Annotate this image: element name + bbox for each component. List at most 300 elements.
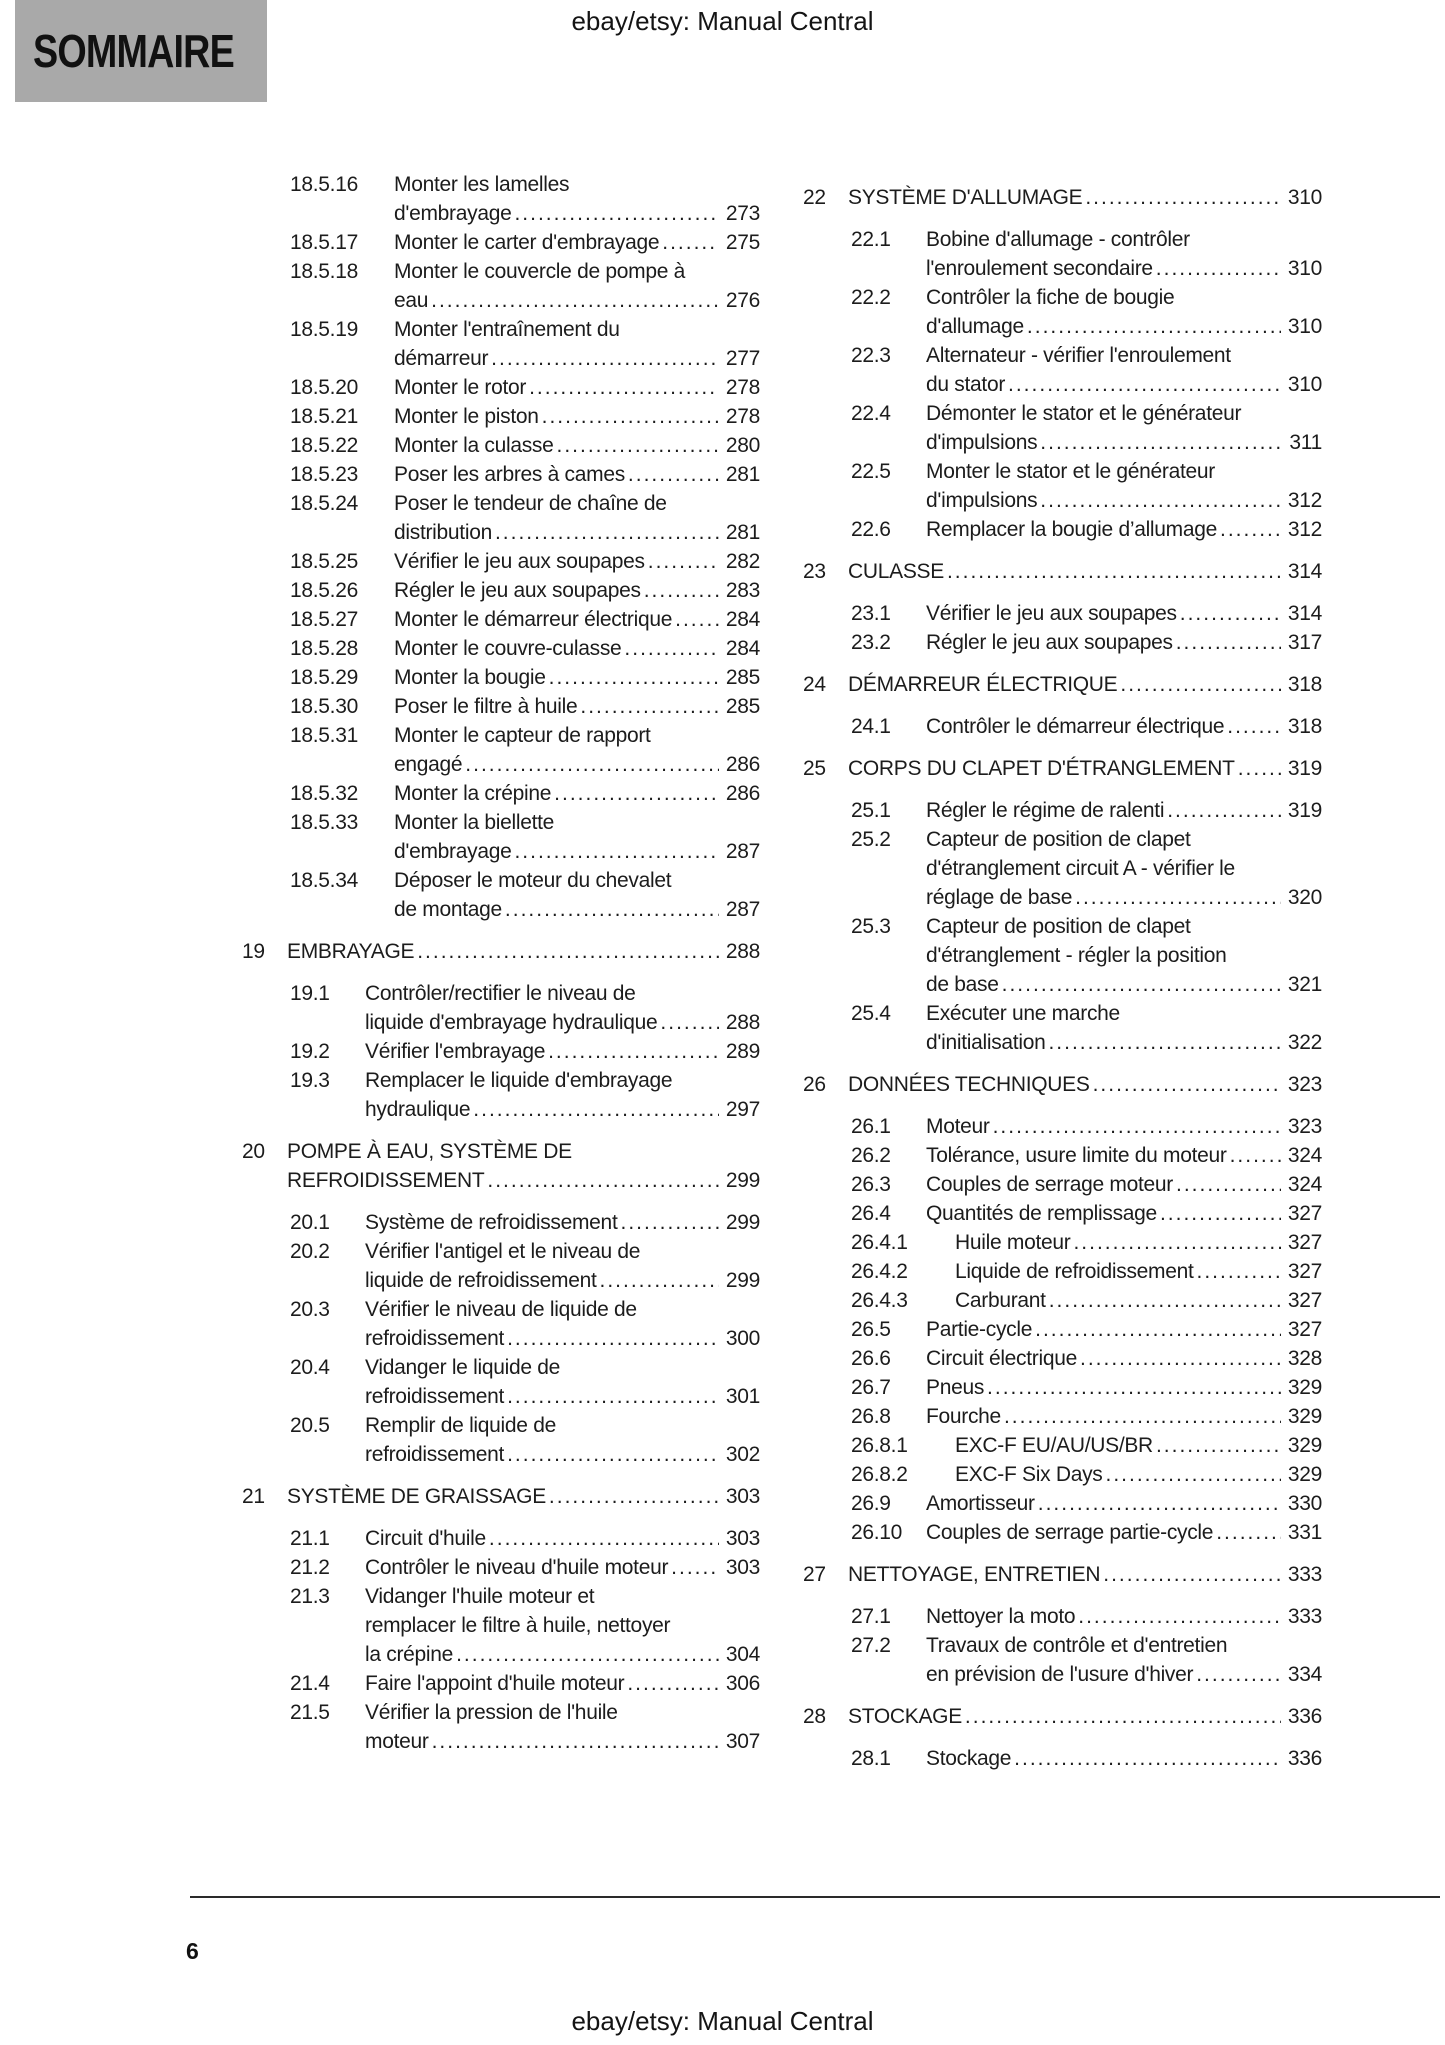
toc-page-number: 284 (725, 637, 760, 660)
toc-title-lastline (926, 1744, 1322, 1773)
footer-title: ebay/etsy: Manual Central (571, 2006, 874, 2036)
toc-title-text: du stator (926, 373, 1006, 396)
toc-entry-row (242, 779, 760, 808)
toc-page-number: 286 (725, 782, 760, 805)
toc-title-lastline (287, 1166, 760, 1195)
toc-title-line: Monter le stator et le générateur (926, 460, 1215, 483)
toc-entry-number: 21.5 (290, 1701, 330, 1724)
dot-leader (1220, 515, 1281, 544)
toc-entry-title (394, 576, 760, 605)
toc-title-text: Couples de serrage moteur (926, 1173, 1173, 1196)
toc-title-text: distribution (394, 521, 492, 544)
dot-leader (1040, 428, 1282, 457)
toc-entry-title (926, 1141, 1322, 1170)
toc-page-number: 303 (725, 1556, 760, 1579)
toc-chapter-row (803, 183, 1322, 212)
toc-entry-row (803, 825, 1322, 912)
toc-title-lastline (394, 518, 760, 547)
toc-title-lastline (848, 1070, 1322, 1099)
toc-title-text: d'embrayage (394, 202, 512, 225)
dot-leader (548, 1037, 719, 1066)
footer-divider (190, 1896, 1440, 1898)
toc-title-line: Capteur de position de clapet (926, 828, 1191, 851)
toc-title-line: Monter l'entraînement du (394, 318, 620, 341)
toc-chapter-row (242, 937, 760, 966)
toc-title-text: Régler le jeu aux soupapes (926, 631, 1173, 654)
toc-entry-number: 25.4 (851, 1002, 891, 1025)
toc-title-text: SYSTÈME D'ALLUMAGE (848, 186, 1083, 209)
toc-entry-title (848, 1070, 1322, 1099)
toc-entry-number: 18.5.17 (290, 231, 358, 254)
toc-title-text: CORPS DU CLAPET D'ÉTRANGLEMENT (848, 757, 1235, 780)
toc-entry-row (803, 628, 1322, 657)
toc-title-text: Quantités de remplissage (926, 1202, 1157, 1225)
toc-title-text: hydraulique (365, 1098, 471, 1121)
toc-title-lastline (926, 1170, 1322, 1199)
toc-entry-title (365, 1066, 760, 1124)
toc-title-lastline (394, 837, 760, 866)
dot-leader (431, 286, 719, 315)
toc-title-text: d'impulsions (926, 489, 1038, 512)
toc-entry-number: 18.5.34 (290, 869, 358, 892)
toc-title-text: Monter la crépine (394, 782, 552, 805)
dot-leader (554, 779, 719, 808)
toc-title-text: EXC-F Six Days (955, 1463, 1103, 1486)
toc-entry-number: 18.5.23 (290, 463, 358, 486)
toc-title-text: Remplacer la bougie d’allumage (926, 518, 1218, 541)
toc-title-line: Remplir de liquide de (365, 1414, 556, 1437)
toc-title-lastline (365, 1324, 760, 1353)
toc-entry-title (926, 1402, 1322, 1431)
toc-page-number: 336 (1287, 1705, 1322, 1728)
toc-entry-title (926, 628, 1322, 657)
toc-entry-number: 21.1 (290, 1527, 330, 1550)
toc-title-lastline (365, 1266, 760, 1295)
dot-leader (465, 750, 719, 779)
toc-entry-title (955, 1460, 1322, 1489)
toc-title-text: Monter le démarreur électrique (394, 608, 673, 631)
toc-page-number: 286 (725, 753, 760, 776)
toc-entry-title (926, 712, 1322, 741)
toc-title-lastline (926, 1141, 1322, 1170)
toc-page-number: 299 (725, 1269, 760, 1292)
toc-entry-number: 26.7 (851, 1376, 891, 1399)
toc-page-number: 327 (1287, 1318, 1322, 1341)
toc-entry-title (926, 515, 1322, 544)
dot-leader (987, 1373, 1281, 1402)
toc-entry-title (926, 1170, 1322, 1199)
toc-page-number: 299 (725, 1211, 760, 1234)
toc-title-lastline (926, 1373, 1322, 1402)
dot-leader (491, 344, 719, 373)
dot-leader (1085, 183, 1281, 212)
dot-leader (671, 1553, 719, 1582)
toc-entry-title (926, 1631, 1322, 1689)
dot-leader (507, 1382, 719, 1411)
dot-leader (456, 1640, 719, 1669)
toc-entry-row (803, 1489, 1322, 1518)
toc-entry-row (803, 1631, 1322, 1689)
toc-entry-number: 25.1 (851, 799, 891, 822)
toc-entry-title (394, 373, 760, 402)
toc-title-line: Déposer le moteur du chevalet (394, 869, 672, 892)
toc-entry-title (955, 1286, 1322, 1315)
dot-leader (628, 460, 719, 489)
dot-leader (1227, 712, 1281, 741)
toc-page-number: 289 (725, 1040, 760, 1063)
toc-title-text: Circuit électrique (926, 1347, 1077, 1370)
toc-title-lastline (365, 1382, 760, 1411)
toc-entry-number: 18.5.20 (290, 376, 358, 399)
toc-entry-row (803, 457, 1322, 515)
toc-page-number: 302 (725, 1443, 760, 1466)
toc-chapter-row (803, 754, 1322, 783)
toc-title-text: d'embrayage (394, 840, 512, 863)
toc-title-lastline (365, 1440, 760, 1469)
toc-entry-row (242, 808, 760, 866)
toc-title-text: Contrôler le niveau d'huile moteur (365, 1556, 669, 1579)
toc-page-number: 310 (1287, 315, 1322, 338)
toc-page-number: 328 (1287, 1347, 1322, 1370)
toc-entry-number: 28.1 (851, 1747, 891, 1770)
toc-title-text: Couples de serrage partie-cycle (926, 1521, 1214, 1544)
toc-page-number: 314 (1287, 560, 1322, 583)
toc-title-lastline (926, 1028, 1322, 1057)
toc-entry-row (242, 692, 760, 721)
toc-page-number: 310 (1287, 373, 1322, 396)
toc-entry-row (803, 1228, 1322, 1257)
toc-entry-number: 18.5.33 (290, 811, 358, 834)
dot-leader (660, 1008, 718, 1037)
toc-title-text: Régler le régime de ralenti (926, 799, 1165, 822)
toc-entry-title (926, 1344, 1322, 1373)
dot-leader (1176, 628, 1281, 657)
toc-entry-number: 22.2 (851, 286, 891, 309)
toc-title-lastline (394, 750, 760, 779)
toc-chapter-row (803, 1702, 1322, 1731)
toc-entry-title (926, 796, 1322, 825)
dot-leader (1103, 1560, 1281, 1589)
toc-title-text: Contrôler le démarreur électrique (926, 715, 1225, 738)
toc-page-number: 312 (1287, 489, 1322, 512)
toc-page-number: 324 (1287, 1144, 1322, 1167)
toc-entry-title (848, 1702, 1322, 1731)
toc-title-lastline (926, 515, 1322, 544)
dot-leader (1160, 1199, 1281, 1228)
toc-title-lastline (926, 370, 1322, 399)
toc-title-line: Vidanger l'huile moteur et (365, 1585, 595, 1608)
dot-leader (1093, 1070, 1281, 1099)
toc-title-text: Partie-cycle (926, 1318, 1033, 1341)
toc-entry-title (926, 1315, 1322, 1344)
toc-page-number: 285 (725, 666, 760, 689)
toc-title-text: Monter le couvre-culasse (394, 637, 622, 660)
toc-title-lastline (926, 1315, 1322, 1344)
toc-title-line: Bobine d'allumage - contrôler (926, 228, 1190, 251)
toc-title-lastline (926, 1660, 1322, 1689)
toc-entry-title (365, 1524, 760, 1553)
toc-title-line: Monter les lamelles (394, 173, 570, 196)
toc-title-lastline (926, 486, 1322, 515)
toc-title-lastline (848, 670, 1322, 699)
dot-leader (417, 937, 719, 966)
toc-entry-title (394, 402, 760, 431)
toc-entry-title (287, 1482, 760, 1511)
toc-entry-title (955, 1431, 1322, 1460)
toc-entry-row (242, 1353, 760, 1411)
toc-entry-row (803, 1460, 1322, 1489)
dot-leader (514, 199, 718, 228)
toc-entry-number: 25.2 (851, 828, 891, 851)
dot-leader (1230, 1141, 1281, 1170)
toc-title-text: l'enroulement secondaire (926, 257, 1153, 280)
dot-leader (947, 557, 1281, 586)
toc-entry-row (242, 489, 760, 547)
toc-entry-row (803, 1344, 1322, 1373)
toc-title-lastline (926, 712, 1322, 741)
dot-leader (644, 576, 719, 605)
toc-entry-title (394, 547, 760, 576)
toc-page-number: 284 (725, 608, 760, 631)
toc-page-number: 323 (1287, 1115, 1322, 1138)
toc-entry-number: 20 (242, 1140, 265, 1163)
toc-title-lastline (955, 1460, 1322, 1489)
toc-entry-row (242, 1669, 760, 1698)
toc-entry-title (365, 1353, 760, 1411)
toc-entry-title (955, 1228, 1322, 1257)
toc-entry-row (242, 547, 760, 576)
toc-entry-row (242, 721, 760, 779)
toc-page-number: 333 (1287, 1605, 1322, 1628)
toc-page-number: 324 (1287, 1173, 1322, 1196)
toc-column-1 (242, 162, 760, 1756)
toc-entry-row (242, 373, 760, 402)
toc-chapter-row (803, 1560, 1322, 1589)
toc-entry-row (803, 712, 1322, 741)
toc-entry-number: 18.5.16 (290, 173, 358, 196)
dot-leader (432, 1727, 719, 1756)
toc-title-text: EMBRAYAGE (287, 940, 415, 963)
toc-entry-row (242, 1066, 760, 1124)
toc-title-lastline (394, 199, 760, 228)
toc-entry-number: 26.4 (851, 1202, 891, 1225)
toc-entry-number: 18.5.27 (290, 608, 358, 631)
dot-leader (507, 1324, 719, 1353)
toc-page-number: 303 (725, 1485, 760, 1508)
toc-chapter-row (803, 670, 1322, 699)
toc-title-lastline (394, 576, 760, 605)
toc-entry-title (394, 779, 760, 808)
toc-entry-row (242, 576, 760, 605)
toc-title-lastline (926, 254, 1322, 283)
dot-leader (1238, 754, 1281, 783)
toc-title-text: de base (926, 973, 999, 996)
toc-entry-row (803, 1170, 1322, 1199)
toc-title-lastline (926, 1199, 1322, 1228)
toc-entry-number: 25 (803, 757, 826, 780)
toc-entry-title (365, 1208, 760, 1237)
toc-title-line: Monter le couvercle de pompe à (394, 260, 685, 283)
toc-title-lastline (955, 1228, 1322, 1257)
toc-title-text: Pneus (926, 1376, 985, 1399)
toc-entry-row (242, 228, 760, 257)
dot-leader (1106, 1460, 1281, 1489)
toc-title-line: Contrôler/rectifier le niveau de (365, 982, 636, 1005)
toc-entry-number: 26.4.1 (851, 1231, 908, 1254)
toc-entry-title (848, 557, 1322, 586)
toc-title-text: engagé (394, 753, 463, 776)
toc-entry-row (803, 283, 1322, 341)
dot-leader (1014, 1744, 1281, 1773)
toc-entry-number: 19.1 (290, 982, 330, 1005)
toc-title-lastline (365, 1008, 760, 1037)
toc-title-lastline (287, 937, 760, 966)
toc-entry-title (394, 663, 760, 692)
dot-leader (1080, 1344, 1281, 1373)
toc-entry-number: 25.3 (851, 915, 891, 938)
toc-entry-title (926, 283, 1322, 341)
toc-column-2 (803, 162, 1322, 1773)
toc-entry-number: 18.5.30 (290, 695, 358, 718)
toc-entry-row (803, 1744, 1322, 1773)
dot-leader (473, 1095, 719, 1124)
dot-leader (1027, 312, 1281, 341)
toc-page-number: 314 (1287, 602, 1322, 625)
toc-title-lastline (394, 605, 760, 634)
toc-page-number: 329 (1287, 1463, 1322, 1486)
toc-entry-number: 18.5.29 (290, 666, 358, 689)
dot-leader (1078, 1602, 1281, 1631)
toc-entry-number: 23.1 (851, 602, 891, 625)
toc-title-lastline (848, 557, 1322, 586)
dot-leader (1038, 1489, 1281, 1518)
toc-title-lastline (394, 460, 760, 489)
toc-entry-number: 22.3 (851, 344, 891, 367)
toc-page-number: 329 (1287, 1376, 1322, 1399)
toc-entry-title (365, 1553, 760, 1582)
toc-entry-row (803, 341, 1322, 399)
toc-entry-row (242, 431, 760, 460)
toc-title-line: Poser le tendeur de chaîne de (394, 492, 667, 515)
toc-title-lastline (394, 663, 760, 692)
toc-page-number: 306 (725, 1672, 760, 1695)
toc-page-number: 303 (725, 1527, 760, 1550)
toc-entry-number: 27.2 (851, 1634, 891, 1657)
toc-title-line: Alternateur - vérifier l'enroulement (926, 344, 1231, 367)
toc-entry-number: 23.2 (851, 631, 891, 654)
toc-entry-row (242, 315, 760, 373)
toc-title-text: SYSTÈME DE GRAISSAGE (287, 1485, 546, 1508)
toc-title-text: Poser le filtre à huile (394, 695, 578, 718)
dot-leader (1040, 486, 1281, 515)
toc-entry-number: 21.2 (290, 1556, 330, 1579)
toc-title-lastline (365, 1727, 760, 1756)
toc-title-text: STOCKAGE (848, 1705, 962, 1728)
toc-entry-row (803, 1257, 1322, 1286)
toc-title-lastline (955, 1257, 1322, 1286)
toc-entry-title (848, 183, 1322, 212)
dot-leader (1075, 883, 1281, 912)
toc-title-lastline (848, 754, 1322, 783)
toc-entry-number: 21 (242, 1485, 265, 1508)
toc-entry-title (926, 1602, 1322, 1631)
toc-entry-title (394, 489, 760, 547)
toc-entry-number: 22.4 (851, 402, 891, 425)
toc-title-lastline (926, 1344, 1322, 1373)
toc-title-lastline (926, 599, 1322, 628)
toc-page-number: 327 (1287, 1260, 1322, 1283)
toc-entry-row (803, 1112, 1322, 1141)
toc-entry-title (926, 1199, 1322, 1228)
toc-title-text: Tolérance, usure limite du moteur (926, 1144, 1227, 1167)
dot-leader (580, 692, 718, 721)
toc-entry-row (242, 663, 760, 692)
toc-entry-number: 26.8.1 (851, 1434, 908, 1457)
toc-entry-title (848, 1560, 1322, 1589)
toc-title-text: refroidissement (365, 1443, 505, 1466)
toc-entry-row (803, 1373, 1322, 1402)
toc-entry-title (394, 866, 760, 924)
toc-entry-title (926, 1744, 1322, 1773)
toc-entry-row (242, 1553, 760, 1582)
toc-title-text: Vérifier le jeu aux soupapes (394, 550, 645, 573)
toc-page-number: 318 (1287, 673, 1322, 696)
dot-leader (993, 1112, 1281, 1141)
toc-page-number: 299 (725, 1169, 760, 1192)
dot-leader (529, 373, 719, 402)
toc-title-lastline (394, 431, 760, 460)
toc-page-number: 278 (725, 376, 760, 399)
toc-entry-row (242, 1582, 760, 1669)
toc-title-line: remplacer le filtre à huile, nettoyer (365, 1614, 671, 1637)
toc-entry-row (242, 1698, 760, 1756)
toc-title-lastline (926, 883, 1322, 912)
toc-page-number: 334 (1287, 1663, 1322, 1686)
toc-title-text: CULASSE (848, 560, 944, 583)
toc-title-lastline (848, 1702, 1322, 1731)
toc-title-text: Carburant (955, 1289, 1046, 1312)
toc-title-lastline (394, 344, 760, 373)
toc-entry-title (365, 1669, 760, 1698)
toc-title-line: Monter la biellette (394, 811, 555, 834)
toc-entry-row (803, 1199, 1322, 1228)
toc-title-text: moteur (365, 1730, 429, 1753)
toc-title-line: Démonter le stator et le générateur (926, 402, 1242, 425)
toc-entry-title (365, 1411, 760, 1469)
toc-title-text: DÉMARREUR ÉLECTRIQUE (848, 673, 1118, 696)
toc-title-text: Vérifier l'embrayage (365, 1040, 546, 1063)
toc-entry-title (365, 1698, 760, 1756)
toc-title-text: Monter la bougie (394, 666, 546, 689)
toc-entry-title (848, 754, 1322, 783)
toc-entry-row (242, 1037, 760, 1066)
toc-title-text: Régler le jeu aux soupapes (394, 579, 641, 602)
toc-title-text: Monter le carter d'embrayage (394, 231, 660, 254)
toc-title-line: Capteur de position de clapet (926, 915, 1191, 938)
toc-entry-number: 26.8.2 (851, 1463, 908, 1486)
toc-entry-number: 18.5.19 (290, 318, 358, 341)
toc-entry-number: 18.5.24 (290, 492, 358, 515)
toc-entry-row (803, 796, 1322, 825)
dot-leader (1216, 1518, 1281, 1547)
toc-title-text: Monter le rotor (394, 376, 527, 399)
toc-entry-row (803, 515, 1322, 544)
dot-leader (1073, 1228, 1280, 1257)
dot-leader (1176, 1170, 1281, 1199)
toc-title-lastline (394, 634, 760, 663)
toc-entry-number: 19.3 (290, 1069, 330, 1092)
toc-entry-title (926, 341, 1322, 399)
